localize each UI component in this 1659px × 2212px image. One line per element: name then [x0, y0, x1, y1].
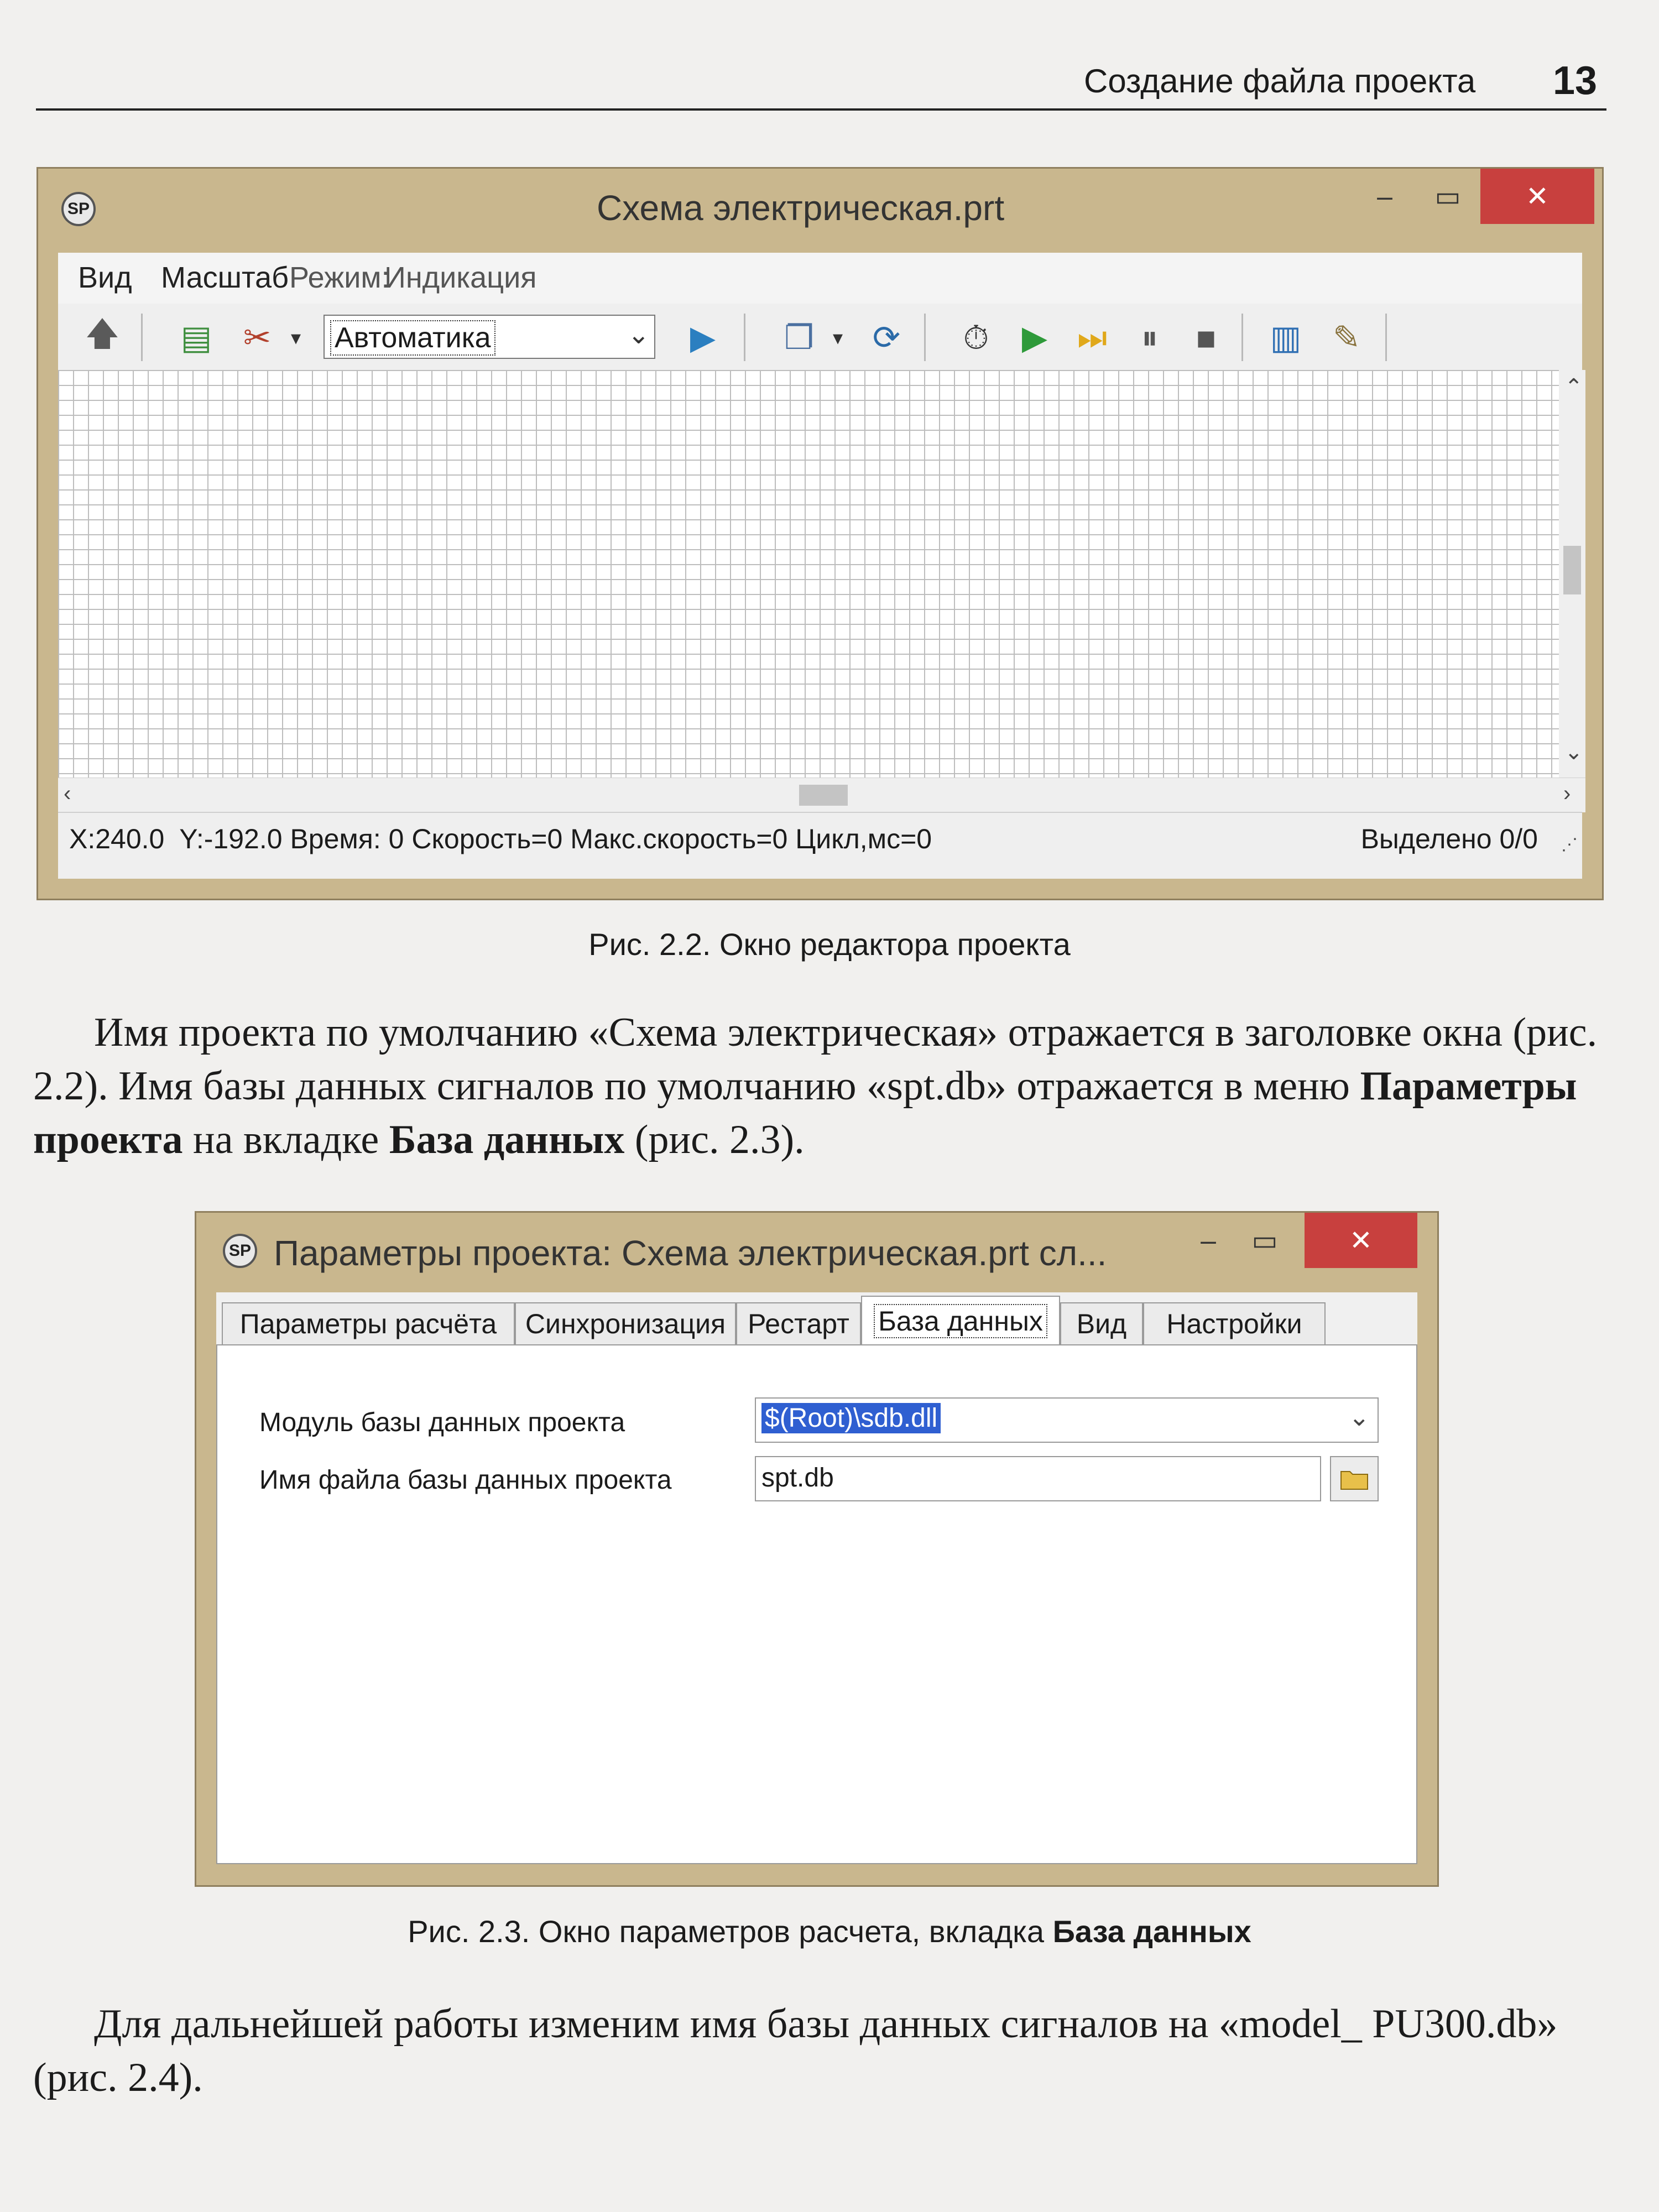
status-cycle: Цикл,мс=0 [795, 823, 932, 854]
vertical-scroll-thumb[interactable] [1563, 546, 1581, 594]
status-selected: Выделено 0/0 [1360, 823, 1538, 854]
status-x: X:240.0 [69, 823, 165, 854]
page-number: 13 [1553, 59, 1598, 103]
para1-text-1: Имя проекта по умолчанию «Схема электрическая» отражается в заголовке окна (рис. 2.2). Имя базы данных сигналов по умолчанию «spt.db» отражается в меню [33, 1010, 1598, 1109]
para1-text-2: на вкладке [182, 1117, 389, 1162]
maximize-button[interactable]: ▭ [1434, 181, 1461, 212]
params-client-area [216, 1292, 1417, 1864]
minimize-button[interactable]: – [1201, 1225, 1216, 1256]
editor-client-area [58, 253, 1582, 879]
scroll-up-icon[interactable]: ⌃ [1564, 375, 1583, 399]
project-parameters-window [195, 1211, 1439, 1887]
db-file-input[interactable] [755, 1456, 1321, 1501]
play-icon[interactable]: ▶ [690, 319, 716, 356]
scroll-left-icon[interactable]: ‹ [64, 781, 71, 806]
window-titlebar[interactable] [196, 1213, 1437, 1292]
menu-indication[interactable]: Индикация [384, 261, 537, 294]
vertical-scrollbar[interactable] [1559, 370, 1585, 778]
db-module-value: $(Root)\sdb.dll [761, 1403, 941, 1433]
header-rule [36, 108, 1606, 111]
chart-icon[interactable]: ▥ [1270, 319, 1302, 356]
layers-dropdown-icon[interactable]: ▾ [832, 326, 843, 349]
refresh-icon[interactable]: ⟳ [872, 319, 901, 356]
db-file-value: spt.db [761, 1463, 834, 1493]
status-speed: Скорость=0 [411, 823, 563, 854]
browse-folder-button[interactable] [1330, 1456, 1379, 1501]
tab-view[interactable]: Вид [1060, 1302, 1143, 1344]
maximize-button[interactable]: ▭ [1251, 1225, 1278, 1256]
db-module-select[interactable] [755, 1397, 1379, 1443]
menu-mode[interactable]: Режим: [289, 261, 390, 294]
running-header-title: Создание файла проекта [1084, 62, 1476, 100]
window-titlebar[interactable] [38, 169, 1602, 253]
window-title: Схема электрическая.prt [597, 188, 1005, 228]
caption2-bold: База данных [1052, 1914, 1251, 1949]
para1-text-3: (рис. 2.3). [624, 1117, 805, 1162]
app-icon: SP [61, 192, 96, 226]
step-icon[interactable]: ⏭ [1077, 319, 1107, 356]
db-module-label: Модуль базы данных проекта [259, 1408, 625, 1437]
mode-select[interactable] [324, 315, 655, 359]
minimize-button[interactable]: – [1377, 181, 1392, 212]
tab-database-label: База данных [874, 1304, 1047, 1338]
window-title: Параметры проекта: Схема электрическая.prt сл... [274, 1233, 1107, 1273]
caption2-text: Рис. 2.3. Окно параметров расчета, вкладка [408, 1914, 1053, 1949]
body-paragraph-2: Для дальнейшей работы изменим имя базы данных сигналов на «model_ PU300.db» (рис. 2.4). [33, 2001, 1558, 2100]
menu-bar [58, 253, 1582, 304]
para1-bold-2: База данных [389, 1117, 625, 1162]
scroll-down-icon[interactable]: ⌄ [1564, 740, 1583, 764]
status-y: Y:-192.0 [179, 823, 283, 854]
horizontal-scroll-thumb[interactable] [799, 785, 848, 806]
schematic-canvas[interactable] [58, 370, 1559, 778]
tab-restart[interactable]: Рестарт [736, 1302, 861, 1344]
tab-database[interactable] [861, 1296, 1060, 1345]
scroll-right-icon[interactable]: › [1563, 781, 1571, 806]
folder-icon [1340, 1467, 1369, 1490]
tab-sync[interactable]: Синхронизация [515, 1302, 736, 1344]
chevron-down-icon: ⌄ [1348, 1402, 1370, 1431]
toolbar [58, 304, 1582, 371]
status-max-speed: Макс.скорость=0 [570, 823, 788, 854]
run-icon[interactable]: ▶ [1021, 319, 1048, 356]
tools-icon[interactable]: ✂ [243, 319, 272, 356]
resize-grip-icon[interactable]: ⋰ [1561, 836, 1578, 854]
notes-icon[interactable]: ✎ [1332, 319, 1361, 356]
menu-view[interactable]: Вид [78, 261, 132, 294]
status-readout [69, 823, 932, 855]
project-editor-window [36, 167, 1604, 900]
pause-icon[interactable]: ⏸ [1141, 319, 1158, 356]
database-tab-pane [216, 1344, 1417, 1864]
para1-bold-1: Параметры проекта [33, 1063, 1577, 1162]
status-time: Время: 0 [290, 823, 404, 854]
close-button[interactable]: ✕ [1305, 1213, 1417, 1268]
up-arrow-icon[interactable]: 🡅 [85, 315, 119, 352]
tab-bar [216, 1292, 1417, 1344]
page-icon[interactable]: ▤ [180, 319, 212, 356]
mode-select-value: Автоматика [330, 320, 495, 356]
tab-calc-params[interactable]: Параметры расчёта [222, 1302, 515, 1344]
layers-icon[interactable]: ❐ [784, 319, 814, 356]
status-bar [58, 812, 1582, 879]
tab-settings[interactable]: Настройки [1143, 1302, 1326, 1344]
figure-caption-2-2: Рис. 2.2. Окно редактора проекта [588, 927, 1071, 962]
figure-caption-2-3 [0, 1913, 1659, 1949]
timer-icon[interactable]: ⏱ [963, 319, 989, 356]
db-file-label: Имя файла базы данных проекта [259, 1465, 672, 1495]
menu-scale[interactable]: Масштаб [161, 261, 289, 294]
chevron-down-icon: ⌄ [627, 320, 650, 349]
close-button[interactable]: ✕ [1480, 169, 1594, 224]
body-paragraph-1 [33, 1006, 1604, 1167]
stop-icon[interactable]: ■ [1196, 319, 1217, 357]
dropdown-icon[interactable]: ▾ [290, 326, 301, 349]
app-icon: SP [223, 1234, 257, 1268]
horizontal-scrollbar[interactable] [58, 778, 1585, 812]
